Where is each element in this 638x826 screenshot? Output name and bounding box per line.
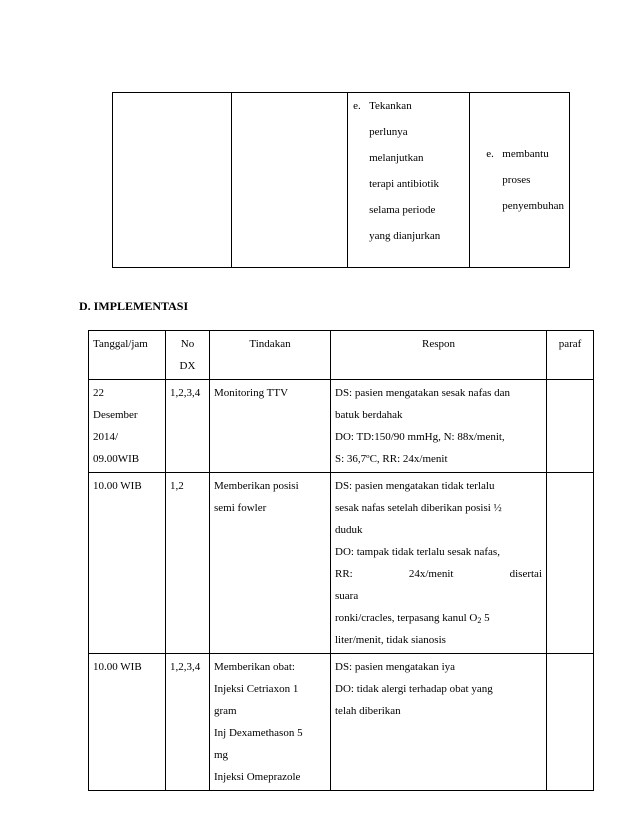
- text-line: DS: pasien mengatakan iya: [335, 661, 456, 673]
- list-marker: e.: [353, 100, 361, 112]
- text-line: mg: [214, 749, 229, 761]
- text-line: Tekankan: [369, 100, 412, 112]
- cell-respon: [331, 654, 547, 791]
- header-tanggal: Tanggal/jam: [89, 331, 166, 380]
- previous-plan-table: [112, 92, 570, 268]
- text-line: 09.00WIB: [93, 453, 140, 465]
- text-line: Inj Dexamethason 5: [214, 727, 303, 739]
- text-line: selama periode: [369, 204, 436, 216]
- text-line: S: 36,7ºC, RR: 24x/menit: [335, 453, 448, 465]
- implementation-table: [88, 330, 594, 791]
- table-header-row: [89, 331, 594, 380]
- cell-paraf: [547, 380, 594, 473]
- text-line: Monitoring TTV: [214, 387, 289, 399]
- text-line: membantu proses: [502, 148, 549, 186]
- text-line: gram: [214, 705, 237, 717]
- header-dx: DX: [179, 360, 196, 372]
- cell-tindakan: [210, 380, 331, 473]
- text-line: Injeksi Omeprazole: [214, 771, 301, 783]
- text-line: DS: pasien mengatakan sesak nafas dan: [335, 387, 511, 399]
- text-line: DO: tampak tidak terlalu sesak nafas,: [335, 546, 500, 558]
- text-line: 10.00 WIB: [93, 480, 142, 492]
- header-tindakan: Tindakan: [210, 331, 331, 380]
- empty-cell: [113, 93, 232, 268]
- text-line: yang dianjurkan: [369, 230, 441, 242]
- text-line: Memberikan obat:: [214, 661, 295, 673]
- text-line: Desember: [93, 409, 138, 421]
- text-line: perlunya: [369, 126, 408, 138]
- header-no-dx: [166, 331, 210, 380]
- list-item: [353, 93, 464, 249]
- list-item: [486, 141, 564, 219]
- text-line: melanjutkan: [369, 152, 424, 164]
- rationale-cell: [470, 93, 570, 268]
- text-line: DO: tidak alergi terhadap obat yang: [335, 683, 493, 695]
- text-line: 10.00 WIB: [93, 661, 142, 673]
- text-line: liter/menit, tidak sianosis: [335, 634, 446, 646]
- cell-dx: 1,2: [166, 473, 210, 654]
- cell-tanggal: [89, 380, 166, 473]
- text-line: ronki/cracles, terpasang kanul $O_2$ 5: [335, 612, 490, 625]
- text-line: RR: 24x/menit disertai suara: [335, 568, 542, 602]
- text-line: sesak nafas setelah diberikan posisi ½: [335, 502, 502, 514]
- text-line: 2014/: [93, 431, 119, 443]
- text-line: duduk: [335, 524, 363, 536]
- text-line: DO: TD:150/90 mmHg, N: 88x/menit,: [335, 431, 505, 443]
- cell-paraf: [547, 473, 594, 654]
- text-line: Injeksi Cetriaxon 1: [214, 683, 299, 695]
- cell-tanggal: [89, 473, 166, 654]
- text-line: DS: pasien mengatakan tidak terlalu: [335, 480, 495, 492]
- text-line: penyembuhan: [502, 200, 564, 212]
- header-no: No: [180, 338, 195, 350]
- intervention-cell: [348, 93, 470, 268]
- text-line: semi fowler: [214, 502, 267, 514]
- text-line: telah diberikan: [335, 705, 401, 717]
- table-row: [89, 380, 594, 473]
- text-line: batuk berdahak: [335, 409, 403, 421]
- text-line: terapi antibiotik: [369, 178, 440, 190]
- subscript: 2: [477, 616, 482, 625]
- table-row: [89, 473, 594, 654]
- cell-tindakan: [210, 473, 331, 654]
- cell-dx: 1,2,3,4: [166, 380, 210, 473]
- empty-cell: [231, 93, 347, 268]
- table-row: [113, 93, 570, 268]
- cell-tanggal: [89, 654, 166, 791]
- cell-paraf: [547, 654, 594, 791]
- table-row: [89, 654, 594, 791]
- cell-respon: [331, 380, 547, 473]
- header-respon: Respon: [331, 331, 547, 380]
- text-line: Memberikan posisi: [214, 480, 299, 492]
- list-marker: e.: [486, 148, 494, 160]
- text-line: 22: [93, 387, 104, 399]
- section-title: D. IMPLEMENTASI: [79, 299, 189, 313]
- header-paraf: paraf: [547, 331, 594, 380]
- cell-dx: 1,2,3,4: [166, 654, 210, 791]
- cell-tindakan: [210, 654, 331, 791]
- cell-respon: [331, 473, 547, 654]
